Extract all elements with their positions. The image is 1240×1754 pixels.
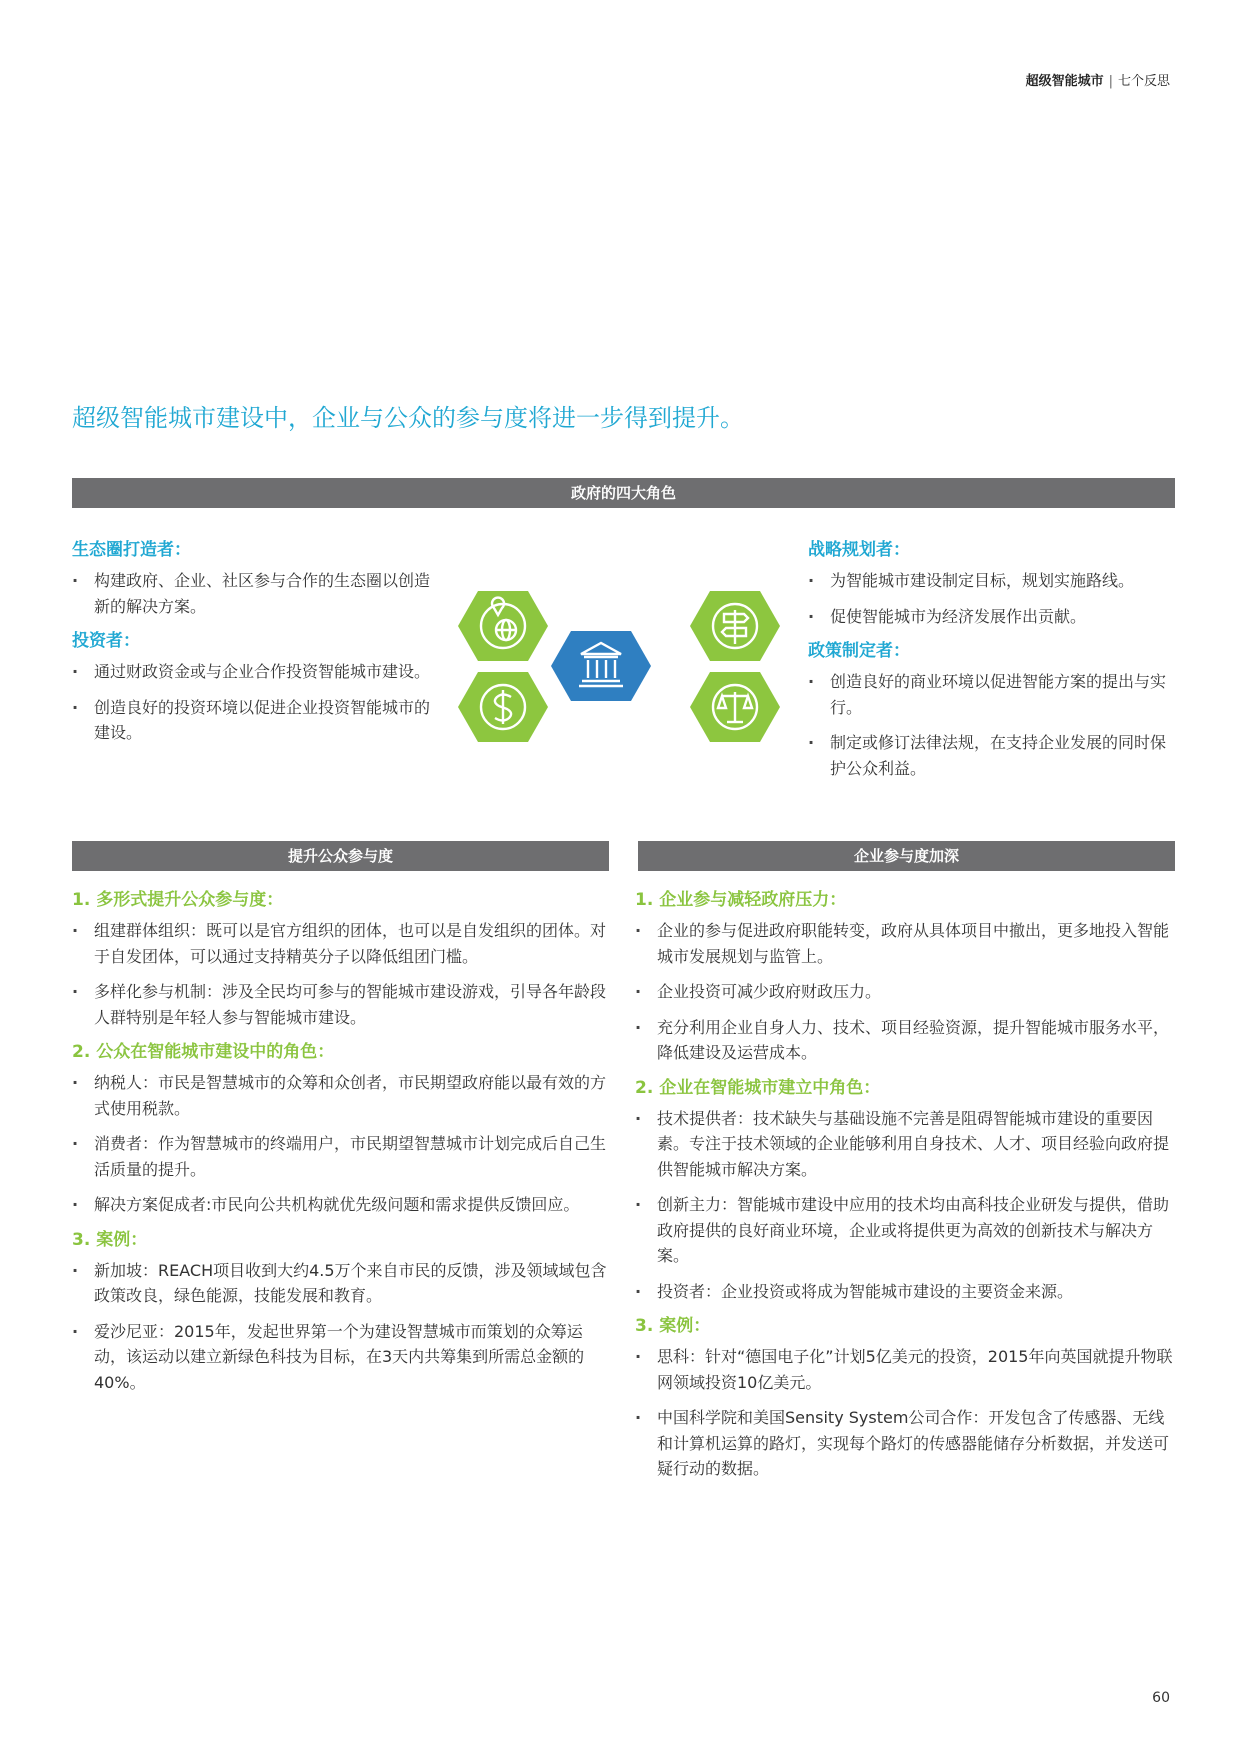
hex-investor [458,672,548,742]
hex-strategy [690,591,780,661]
section-heading: 3. 案例： [72,1229,148,1250]
header-doc-title: 超级智能城市 [1025,74,1104,89]
header-section-title: 七个反思 [1117,74,1170,89]
list-item: · 为智能城市建设制定目标，规划实施路线。 [808,568,1178,594]
list-item: · 通过财政资金或与企业合作投资智能城市建设。 [72,659,432,685]
list-item: · 投资者：企业投资或将成为智能城市建设的主要资金来源。 [635,1279,1175,1305]
list-item: · 构建政府、企业、社区参与合作的生态圈以创造新的解决方案。 [72,568,432,619]
hex-ecosystem [458,591,548,661]
list-item: · 创新主力：智能城市建设中应用的技术均由高科技企业研发与提供，借助政府提供的良好商业环境，企业或将提供更为高效的创新技术与解决方案。 [635,1192,1175,1269]
list-item: · 多样化参与机制：涉及全民均可参与的智能城市建设游戏，引导各年龄段人群特别是年轻人参与智能城市建设。 [72,979,612,1030]
list-item: · 新加坡：REACH项目收到大约4.5万个来自市民的反馈，涉及领域域包含政策改良，绿色能源，技能发展和教育。 [72,1258,612,1309]
list-item: · 消费者：作为智慧城市的终端用户，市民期望智慧城市计划完成后自己生活质量的提升。 [72,1131,612,1182]
role-title: 战略规划者： [808,540,910,560]
section-heading: 3. 案例： [635,1316,711,1336]
running-header [1026,70,1170,89]
list-item: · 思科：针对“德国电子化”计划5亿美元的投资，2015年向英国就提升物联网领域投资10亿美元。 [635,1344,1175,1395]
list-item: · 促使智能城市为经济发展作出贡献。 [808,604,1178,630]
role-title: 投资者： [72,631,140,651]
list-item: · 企业的参与促进政府职能转变，政府从具体项目中撤出，更多地投入智能城市发展规划与监管上。 [635,918,1175,969]
list-item: · 爱沙尼亚：2015年，发起世界第一个为建设智慧城市而策划的众筹运动，该运动以建立新绿色科技为目标，在3天内共筹集到所需总金额的40%。 [72,1319,612,1396]
roles-left [72,538,432,756]
public-participation-bar: 提升公众参与度 [72,841,609,871]
role-title: 政策制定者： [808,641,910,661]
list-item: · 解决方案促成者:市民向公共机构就优先级问题和需求提供反馈回应。 [72,1192,612,1218]
public-participation-column [72,888,612,1405]
list-item: · 制定或修订法律法规，在支持企业发展的同时保护公众利益。 [808,730,1178,781]
list-item: · 创造良好的投资环境以促进企业投资智能城市的建设。 [72,695,432,746]
section-heading: 1. 多形式提升公众参与度： [72,890,284,910]
page-number: 60 [1152,1690,1170,1706]
list-item: · 技术提供者：技术缺失与基础设施不完善是阻碍智能城市建设的重要因素。专注于技术领域的企业能够利用自身技术、人才、项目经验向政府提供智能城市解决方案。 [635,1106,1175,1183]
page-headline: 超级智能城市建设中，企业与公众的参与度将进一步得到提升。 [72,404,744,432]
roles-right [808,538,1178,791]
section-heading: 1. 企业参与减轻政府压力： [635,890,847,910]
header-separator: | [1108,74,1113,89]
list-item: · 创造良好的商业环境以促进智能方案的提出与实行。 [808,669,1178,720]
roles-hex-diagram [456,586,782,748]
hex-government [551,631,651,701]
list-item: · 企业投资可减少政府财政压力。 [635,979,1175,1005]
enterprise-participation-column [635,888,1175,1492]
list-item: · 中国科学院和美国Sensity System公司合作：开发包含了传感器、无线和计算机运算的路灯，实现每个路灯的传感器能储存分析数据，并发送可疑行动的数据。 [635,1405,1175,1482]
list-item: · 充分利用企业自身人力、技术、项目经验资源，提升智能城市服务水平，降低建设及运营成本。 [635,1015,1175,1066]
enterprise-participation-bar: 企业参与度加深 [638,841,1175,871]
section-heading: 2. 公众在智能城市建设中的角色： [72,1042,335,1062]
roles-bar: 政府的四大角色 [72,478,1175,508]
list-item: · 组建群体组织：既可以是官方组织的团体，也可以是自发组织的团体。对于自发团体，可以通过支持精英分子以降低组团门槛。 [72,918,612,969]
hex-policy [690,672,780,742]
section-heading: 2. 企业在智能城市建立中角色： [635,1077,881,1098]
role-title: 生态圈打造者： [72,540,191,560]
list-item: · 纳税人：市民是智慧城市的众筹和众创者，市民期望政府能以最有效的方式使用税款。 [72,1070,612,1121]
